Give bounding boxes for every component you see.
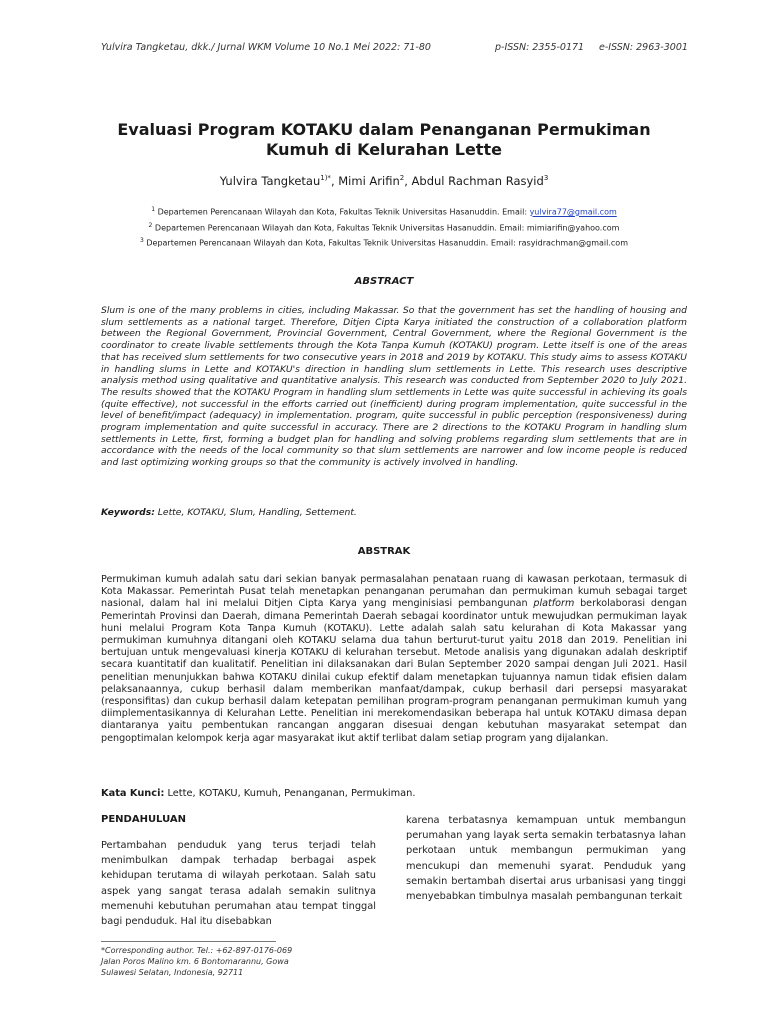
footnote-line-1: *Corresponding author. Tel.: +62-897-0176-069 (101, 946, 293, 955)
running-header-eissn: e-ISSN: 2963-3001 (599, 42, 688, 53)
abstrak-part-1: Permukiman kumuh adalah satu dari sekian banyak permasalahan penataan ruang di kawasan perkotaan, termasuk di Kota Makassar. Pemerintah Pusat telah menetapkan penanganan perumahan dan permukiman kumuh sebagai target nasional, dalam hal ini melalui Ditjen Cipta Karya yang menginisiasi pembangunan (101, 574, 687, 610)
section-heading-pendahuluan: PENDAHULUAN (101, 814, 186, 825)
paper-title (80, 120, 688, 160)
body-column-right: karena terbatasnya kemampuan untuk membangun perumahan yang layak serta semakin terbatasnya lahan perkotaan untuk membangun permukiman yang mencukupi dan memenuhi syarat. Penduduk yang semakin bertambah disertai arus urbanisasi yang tinggi menyebabkan timbulnya masalah pembangunan terkait (406, 815, 686, 903)
kata-kunci-values: Lette, KOTAKU, Kumuh, Penanganan, Permukiman. (164, 788, 416, 799)
author-3: , Abdul Rachman Rasyid (404, 174, 544, 188)
affiliation-3 (80, 237, 688, 248)
body-column-left: Pertambahan penduduk yang terus terjadi telah menimbulkan dampak terhadap berbagai aspek kehidupan terutama di wilayah perkotaan. Salah satu aspek yang sangat terasa adalah semakin sulitnya memenuhi kebutuhan perumahan atau tempat tinggal bagi penduduk. Hal itu disebabkan (101, 840, 376, 928)
corresponding-author-footnote (101, 945, 292, 978)
keywords-label: Keywords: (101, 507, 155, 518)
abstract-english-text: Slum is one of the many problems in cities, including Makassar. So that the government has set the handling of housing and slum settlements as a national target. Therefore, Ditjen Cipta Karya initiated the construction of a collaboration platform between the Regional Government, Provincial Government, Central Government, where the Regional Government is the coordinator to create livable settlements through the Kota Tanpa Kumuh (KOTAKU) program. Lette itself is one of the areas that has received slum settlements for two consecutive years in 2018 and 2019 by KOTAKU. This study aims to assess KOTAKU in handling slums in Lette and KOTAKU's direction in handling slum settlements in Lette. This research uses descriptive analysis method using qualitative and quantitative analysis. This research was conducted from September 2020 to July 2021. The results showed that the KOTAKU Program in handling slum settlements in Lette was quite successful in achieving its goals (quite effective), not successful in the efforts carried out (inefficient) during program implementation, quite successful in the level of benefit/impact (adequacy) in implementation. program, quite successful in public perception (responsiveness) during program implementation and quite successful in accuracy. There are 2 directions to the KOTAKU Program in handling slum settlements in Lette, first, forming a budget plan for handling and solving problems regarding slum settlements that are in accordance with the needs of the local community so that slum settlements are narrower and low income people is reduced and last optimizing working groups so that the community is actively involved in handling. (101, 305, 687, 469)
affiliation-3-email: rasyidrachman@gmail.com (518, 238, 628, 248)
affiliation-2 (80, 222, 688, 233)
affiliation-1-text: Departemen Perencanaan Wilayah dan Kota, Fakultas Teknik Universitas Hasanuddin. Email: (157, 207, 530, 217)
affiliation-3-sup: 3 (139, 237, 144, 244)
footnote-line-2: Jalan Poros Malino km. 6 Bontomarannu, Gowa (101, 957, 289, 966)
running-header-citation: Yulvira Tangketau, dkk./ Jurnal WKM Volume 10 No.1 Mei 2022: 71-80 (101, 42, 431, 53)
author-list (80, 174, 688, 188)
author-2: , Mimi Arifin (330, 174, 400, 188)
affiliation-2-text: Departemen Perencanaan Wilayah dan Kota, Fakultas Teknik Universitas Hasanuddin. Email: (154, 223, 527, 233)
affiliation-1-sup: 1 (151, 206, 156, 213)
author-1-sup: 1)* (320, 174, 331, 183)
kata-kunci-line (101, 788, 687, 799)
affiliation-1 (80, 206, 688, 217)
affiliation-2-sup: 2 (148, 222, 153, 229)
author-2-sup: 2 (399, 174, 405, 183)
affiliation-2-email: mimiarifin@yahoo.com (526, 223, 620, 233)
abstrak-part-2: berkolaborasi dengan Pemerintah Provinsi dan Daerah, dimana Pemerintah Daerah sebagai koordinator untuk mewujudkan permukiman layak huni melalui Program Kota Tanpa Kumuh (KOTAKU). Lette adalah salah satu kelurahan di Kota Makassar yang permukiman kumuhnya ditangani oleh KOTAKU selama dua tahun berturut-turut yaitu 2018 dan 2019. Penelitian ini bertujuan untuk mengevaluasi kinerja KOTAKU di kelurahan tersebut. Metode analisis yang digunakan adalah deskriptif secara kuantitatif dan kualitatif. Penelitian ini dilaksanakan dari Bulan September 2020 sampai dengan Juli 2021. Hasil penelitian menunjukkan bahwa KOTAKU dinilai cukup efektif dalam menetapkan tujuannya namun tidak efisien dalam pelaksanaannya, cukup berhasil dalam memberikan manfaat/dampak, cukup berhasil dari persepsi masyarakat (responsifitas) dan cukup berhasil dalam ketepatan pemilihan program-program penanganan permukiman kumuh yang diimplementasikannya di Kelurahan Lette. Penelitian ini merekomendasikan beberapa hal untuk KOTAKU dimasa depan diantaranya yaitu pembentukan rancangan anggaran disesuai dengan kebutuhan masyarakat setempat dan pengoptimalan kelompok kerja agar masyarakat ikut aktif terlibat dalam setiap program yang dijalankan. (101, 598, 688, 744)
paper-title-line-1: Evaluasi Program KOTAKU dalam Penanganan Permukiman (117, 120, 651, 139)
abstrak-heading: ABSTRAK (357, 546, 411, 557)
keywords-line (101, 507, 687, 518)
running-header-pissn: p-ISSN: 2355-0171 (495, 42, 585, 53)
footnote-line-3: Sulawesi Selatan, Indonesia, 92711 (101, 968, 244, 977)
abstrak-platform-term: platform (533, 598, 575, 610)
kata-kunci-label: Kata Kunci: (101, 788, 165, 799)
affiliation-1-email-link[interactable]: yulvira77@gmail.com (529, 207, 617, 217)
keywords-values: Lette, KOTAKU, Slum, Handling, Settement. (154, 507, 357, 518)
affiliation-3-text: Departemen Perencanaan Wilayah dan Kota, Fakultas Teknik Universitas Hasanuddin. Email: (146, 238, 519, 248)
abstract-heading: ABSTRACT (354, 276, 414, 287)
footnote-rule (101, 941, 276, 942)
paper-title-line-2: Kumuh di Kelurahan Lette (266, 140, 502, 159)
abstrak-indonesian-text (101, 574, 687, 745)
author-1: Yulvira Tangketau (219, 174, 321, 188)
author-3-sup: 3 (543, 174, 549, 183)
